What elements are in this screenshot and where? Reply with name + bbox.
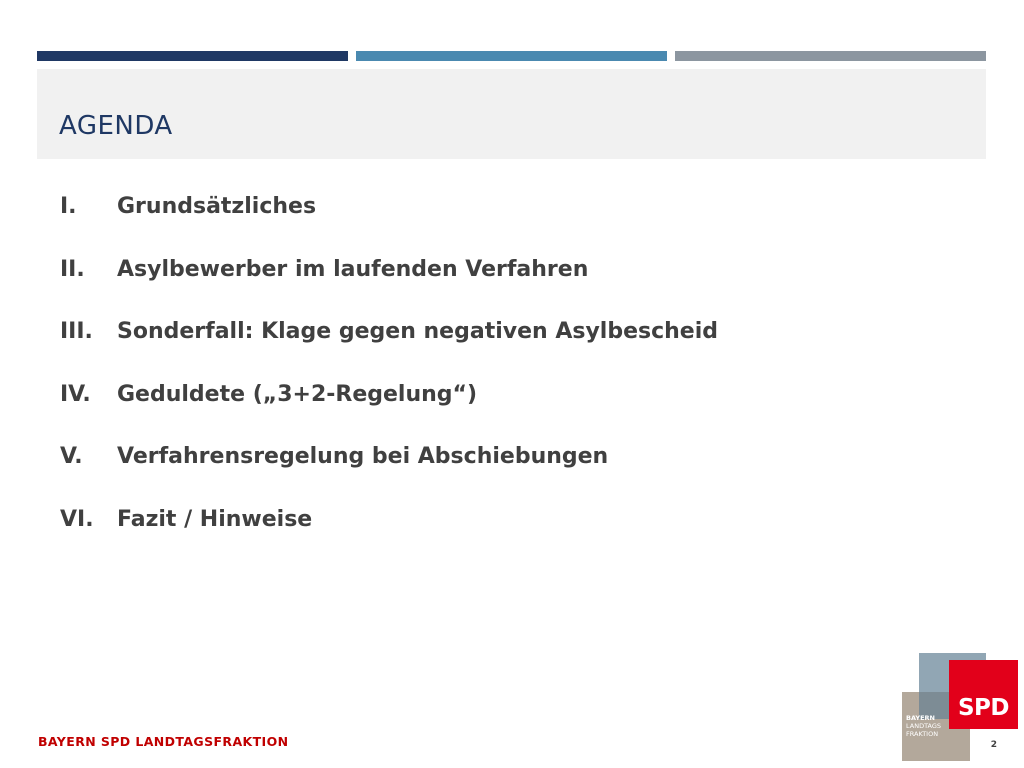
logo-subtitle	[906, 714, 941, 738]
agenda-item-number: III.	[60, 319, 93, 344]
logo-subtitle-line1: BAYERN	[906, 714, 935, 722]
agenda-item-number: V.	[60, 444, 83, 469]
title-band	[37, 69, 986, 159]
logo-subtitle-line3: FRAKTION	[906, 730, 939, 738]
logo-subtitle-line2: LANDTAGS	[906, 722, 942, 730]
header-bar-grey	[675, 51, 986, 61]
footer-organization: BAYERN SPD LANDTAGSFRAKTION	[38, 734, 289, 749]
agenda-item-text: Fazit / Hinweise	[117, 506, 313, 532]
agenda-item	[60, 257, 718, 320]
agenda-item-text: Geduldete („3+2-Regelung“)	[117, 381, 478, 407]
agenda-list	[60, 194, 718, 569]
logo-brand-text: SPD	[957, 695, 1009, 721]
agenda-item-text: Grundsätzliches	[117, 194, 317, 219]
page-number: 2	[990, 740, 997, 750]
agenda-item	[60, 194, 718, 257]
agenda-item-number: II.	[60, 256, 85, 282]
agenda-item	[60, 319, 718, 382]
agenda-item	[60, 507, 718, 570]
agenda-item-number: VI.	[60, 506, 94, 532]
header-bar-dark-blue	[37, 51, 348, 61]
agenda-item-number: IV.	[60, 381, 91, 407]
slide-title: AGENDA	[59, 111, 173, 141]
header-bar-light-blue	[356, 51, 667, 61]
agenda-item	[60, 382, 718, 445]
agenda-item-text: Verfahrensregelung bei Abschiebungen	[117, 444, 609, 469]
agenda-item-text: Sonderfall: Klage gegen negativen Asylbescheid	[117, 319, 719, 344]
agenda-item-text: Asylbewerber im laufenden Verfahren	[117, 256, 589, 282]
spd-logo	[902, 652, 1019, 764]
agenda-item-number: I.	[60, 194, 77, 219]
agenda-item	[60, 444, 718, 507]
